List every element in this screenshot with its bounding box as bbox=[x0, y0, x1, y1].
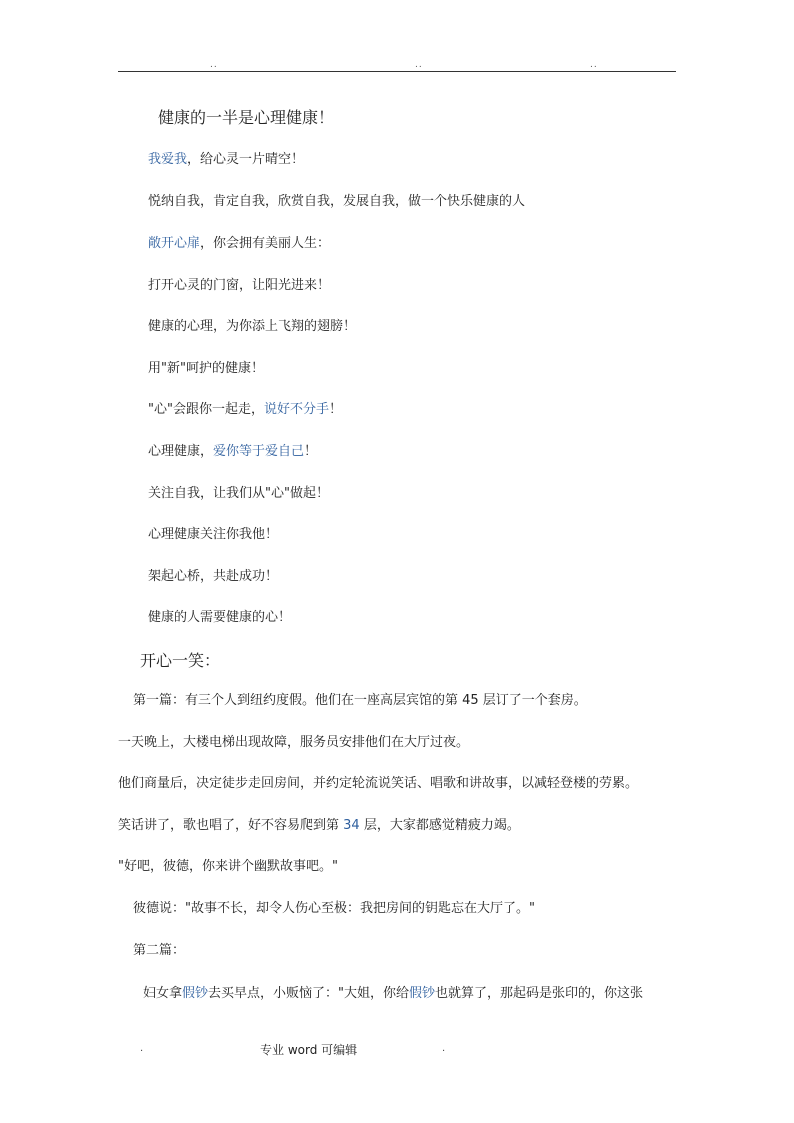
text-run: 用"新"呵护的健康！ bbox=[148, 361, 264, 376]
text-run: "好吧，彼德，你来讲个幽默故事吧。" bbox=[118, 859, 338, 874]
slogan-line bbox=[148, 485, 329, 503]
slogan-line bbox=[148, 235, 330, 253]
header-rule bbox=[118, 71, 676, 72]
text-run: 笑话讲了，歌也唱了，好不容易爬到第 bbox=[118, 818, 344, 833]
text-run: 一天晚上，大楼电梯出现故障，服务员安排他们在大厅过夜。 bbox=[118, 735, 470, 750]
text-run: ！ bbox=[304, 444, 318, 459]
slogan-line bbox=[148, 277, 330, 295]
text-run: 心理健康， bbox=[148, 444, 214, 459]
text-run: 层，大家都感觉精疲力竭。 bbox=[359, 818, 520, 833]
story-line bbox=[133, 692, 587, 710]
text-run: 彼德说："故事不长，却令人伤心至极：我把房间的钥匙忘在大厅了。" bbox=[133, 901, 535, 916]
footer-dot-right: . bbox=[442, 1043, 446, 1054]
text-run: 心理健康关注你我他！ bbox=[148, 527, 279, 542]
story-line bbox=[118, 858, 338, 876]
slogan-line bbox=[148, 318, 356, 336]
slogan-line bbox=[148, 526, 278, 544]
story-line bbox=[118, 734, 469, 752]
header-dot: .. bbox=[590, 60, 598, 70]
text-run: 健康的心理，为你添上飞翔的翅膀！ bbox=[148, 319, 357, 334]
highlighted-text: 爱你等于爱自己 bbox=[213, 444, 305, 459]
highlighted-text: 34 bbox=[343, 818, 360, 833]
footer-text: 专业 word 可编辑 bbox=[260, 1043, 358, 1057]
story-line bbox=[133, 900, 535, 918]
text-run: 第一篇：有三个人到纽约度假。他们在一座高层宾馆的第 45 层订了一个套房。 bbox=[133, 693, 587, 708]
slogan-line bbox=[148, 193, 525, 211]
text-run: ，你会拥有美丽人生： bbox=[200, 236, 331, 251]
highlighted-text: 我爱我 bbox=[148, 152, 188, 167]
story-line bbox=[143, 985, 643, 1003]
slogan-line bbox=[148, 151, 304, 169]
slogan-line bbox=[148, 401, 342, 419]
text-run: "心"会跟你一起走， bbox=[148, 402, 264, 417]
text-run: 悦纳自我，肯定自我，欣赏自我，发展自我，做一个快乐健康的人 bbox=[148, 194, 526, 209]
text-run: 也就算了，那起码是张印的，你这张 bbox=[435, 986, 644, 1001]
text-run: ！ bbox=[328, 402, 342, 417]
slogan-line bbox=[148, 443, 317, 461]
footer-dot-left: . bbox=[140, 1043, 144, 1054]
text-run: ，给心灵一片晴空！ bbox=[187, 152, 305, 167]
story-line bbox=[118, 817, 520, 835]
highlighted-text: 敞开心扉 bbox=[148, 236, 201, 251]
story-line bbox=[118, 775, 638, 793]
page-title: 健康的一半是心理健康！ bbox=[158, 108, 335, 127]
text-run: 打开心灵的门窗，让阳光进来！ bbox=[148, 278, 331, 293]
text-run: 架起心桥，共赴成功！ bbox=[148, 569, 279, 584]
text-run: 去买早点，小贩恼了："大姐，你给 bbox=[208, 986, 410, 1001]
slogan-line bbox=[148, 568, 278, 586]
section-title: 开心一笑： bbox=[140, 651, 221, 670]
text-run: 妇女拿 bbox=[143, 986, 183, 1001]
text-run: 他们商量后，决定徒步走回房间，并约定轮流说笑话、唱歌和讲故事，以减轻登楼的劳累。 bbox=[118, 776, 639, 791]
header-dot: .. bbox=[210, 60, 218, 70]
story-line bbox=[133, 942, 185, 960]
slogan-line bbox=[148, 609, 291, 627]
highlighted-text: 假钞 bbox=[182, 986, 209, 1001]
text-run: 第二篇： bbox=[133, 943, 186, 958]
text-run: 关注自我，让我们从"心"做起！ bbox=[148, 486, 329, 501]
highlighted-text: 假钞 bbox=[409, 986, 436, 1001]
slogan-line bbox=[148, 360, 264, 378]
header-dot: .. bbox=[415, 60, 423, 70]
highlighted-text: 说好不分手 bbox=[263, 402, 329, 417]
text-run: 健康的人需要健康的心！ bbox=[148, 610, 292, 625]
